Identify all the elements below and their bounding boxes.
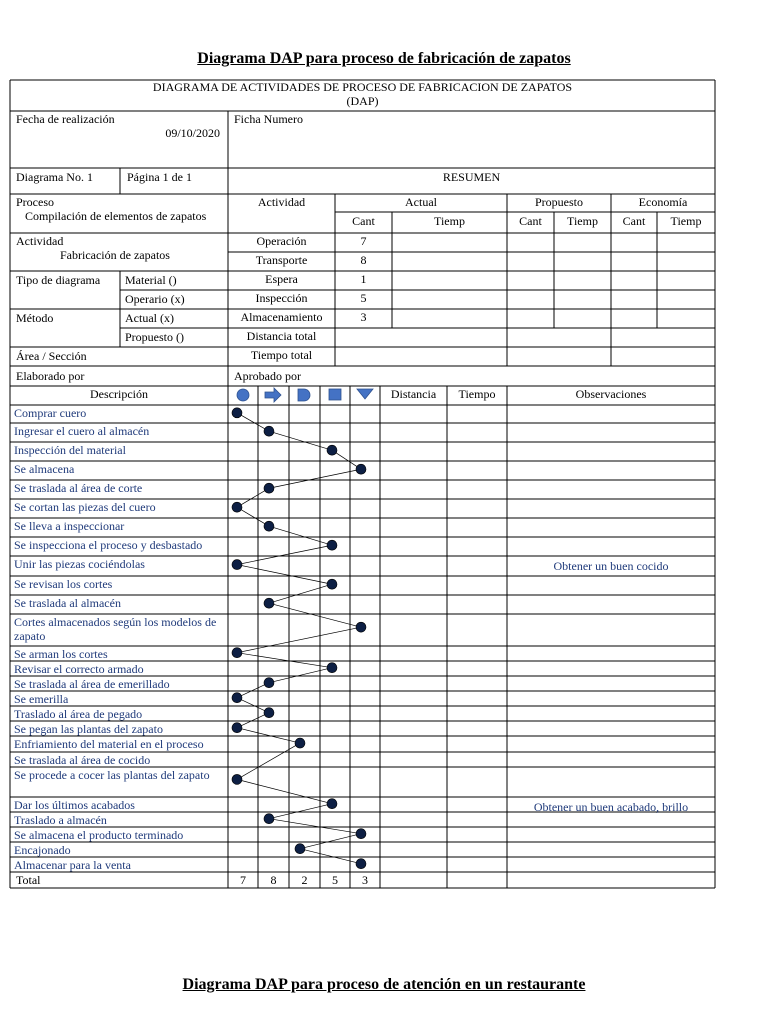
flow-connector	[237, 779, 332, 803]
step-description: Se procede a cocer las plantas del zapato	[14, 768, 210, 782]
summary-row-label: Distancia total	[246, 329, 317, 343]
actividad-label: Actividad	[16, 234, 64, 248]
total-count: 5	[332, 873, 338, 887]
ficha-label: Ficha Numero	[234, 112, 303, 126]
cant-header: Cant	[519, 214, 542, 228]
activity-dot	[356, 829, 366, 839]
flow-connector	[237, 743, 300, 779]
proceso-value: Compilación de elementos de zapatos	[25, 209, 207, 223]
summary-row-label: Tiempo total	[250, 348, 313, 362]
step-description: Se traslada al área de cocido	[14, 753, 151, 767]
resumen-label: RESUMEN	[442, 170, 501, 184]
step-description: Se revisan los cortes	[14, 577, 113, 591]
activity-dot	[356, 622, 366, 632]
aprobado-label: Aprobado por	[234, 369, 301, 383]
tipo-label: Tipo de diagrama	[16, 273, 101, 287]
flow-connector	[237, 545, 332, 564]
activity-dot	[232, 560, 242, 570]
flow-connector	[269, 584, 332, 603]
cant-header: Cant	[352, 214, 375, 228]
activity-dot	[264, 483, 274, 493]
flow-connector	[237, 507, 269, 526]
flow-connector	[237, 698, 269, 713]
step-description: Se almacena	[14, 462, 75, 476]
total-count: 2	[301, 873, 308, 887]
activity-dot	[264, 708, 274, 718]
step-description: Se traslada al área de corte	[14, 481, 143, 495]
step-description: Se cortan las piezas del cuero	[14, 500, 156, 514]
col-observaciones: Observaciones	[575, 387, 647, 401]
summary-col-actividad: Actividad	[257, 195, 306, 209]
summary-row-label: Inspección	[255, 291, 308, 305]
activity-dot	[356, 464, 366, 474]
step-description: Se inspecciona el proceso y desbastado	[14, 538, 203, 552]
activity-dot	[232, 648, 242, 658]
metodo-label: Método	[16, 311, 54, 325]
step-description: Se lleva a inspeccionar	[14, 519, 125, 533]
step-description: Dar los últimos acabados	[14, 798, 135, 812]
flow-connector	[237, 713, 269, 728]
step-description: Comprar cuero	[14, 406, 87, 420]
page-title: Diagrama DAP para proceso de fabricación de zapatos	[197, 50, 571, 67]
delay-d-icon	[298, 389, 310, 401]
step-description: Traslado al área de pegado	[14, 707, 143, 721]
flow-connector	[237, 627, 361, 653]
activity-dot	[295, 738, 305, 748]
flow-connector	[269, 603, 361, 627]
activity-dot	[264, 521, 274, 531]
proceso-label: Proceso	[16, 195, 54, 209]
storage-triangle-icon	[357, 389, 373, 399]
activity-dot	[264, 814, 274, 824]
total-count: 8	[270, 873, 277, 887]
flow-connector	[237, 413, 269, 431]
flow-connector	[237, 565, 332, 585]
activity-dot	[327, 445, 337, 455]
total-count: 7	[240, 873, 246, 887]
step-description: Traslado a almacén	[14, 813, 107, 827]
flow-connector	[269, 526, 332, 545]
summary-col-economia: Economía	[638, 195, 688, 209]
step-description: Se pegan las plantas del zapato	[14, 722, 163, 736]
step-description: Encajonado	[14, 843, 71, 857]
summary-col-propuesto: Propuesto	[535, 195, 583, 209]
total-count: 3	[362, 873, 368, 887]
step-description: Cortes almacenados según los modelos de zapato	[14, 615, 217, 643]
summary-row-label: Espera	[265, 272, 298, 286]
pagina: Página 1 de 1	[127, 170, 192, 184]
area-label: Área / Sección	[16, 349, 87, 363]
activity-dot	[327, 540, 337, 550]
summary-row-label: Transporte	[255, 253, 308, 267]
summary-row-label: Almacenamiento	[240, 310, 323, 324]
tiemp-header: Tiemp	[670, 214, 702, 228]
transport-arrow-icon	[265, 388, 281, 402]
step-description: Se arman los cortes	[14, 647, 108, 661]
flow-connector	[269, 469, 361, 488]
summary-row-cant: 8	[360, 253, 367, 267]
activity-dot	[327, 579, 337, 589]
activity-dot	[327, 663, 337, 673]
summary-row-cant: 1	[360, 272, 367, 286]
flow-connector	[269, 819, 361, 834]
operario-option: Operario (x)	[125, 292, 185, 306]
step-description: Se traslada al almacén	[14, 596, 121, 610]
diagrama-no: Diagrama No. 1	[16, 170, 93, 184]
flow-connector	[300, 849, 361, 864]
next-section-title: Diagrama DAP para proceso de atención en un restaurante	[182, 976, 586, 993]
summary-col-actual: Actual	[405, 195, 437, 209]
step-description: Ingresar el cuero al almacén	[14, 424, 150, 438]
activity-dot	[232, 408, 242, 418]
header-title-line1: DIAGRAMA DE ACTIVIDADES DE PROCESO DE FABRICACION DE ZAPATOS	[152, 80, 573, 94]
step-description: Unir las piezas cociéndolas	[14, 557, 145, 571]
activity-dot	[295, 844, 305, 854]
summary-row-cant: 5	[360, 291, 367, 305]
flow-connector	[237, 683, 269, 698]
flow-connector	[300, 834, 361, 849]
activity-dot	[264, 678, 274, 688]
flow-connector	[269, 668, 332, 683]
tiemp-header: Tiemp	[434, 214, 465, 228]
material-option: Material ()	[125, 273, 177, 287]
step-description: Se traslada al área de emerillado	[14, 677, 170, 691]
step-description: Almacenar para la venta	[14, 858, 131, 872]
flow-connector	[269, 804, 332, 819]
flow-connector	[237, 488, 269, 507]
activity-dot	[232, 693, 242, 703]
activity-dot	[264, 598, 274, 608]
activity-dot	[232, 723, 242, 733]
cant-header: Cant	[622, 214, 646, 228]
flow-connector	[237, 728, 300, 743]
activity-dot	[356, 859, 366, 869]
inspection-square-icon	[329, 389, 341, 400]
total-label: Total	[16, 873, 41, 887]
tiemp-header: Tiemp	[567, 214, 598, 228]
step-description: Enfriamiento del material en el proceso	[14, 737, 204, 751]
col-distancia: Distancia	[390, 387, 437, 401]
step-description: Revisar el correcto armado	[14, 662, 144, 676]
elaborado-label: Elaborado por	[16, 369, 85, 383]
propuesto-option: Propuesto ()	[125, 330, 184, 344]
flow-connector	[269, 431, 332, 450]
header-title-line2: (DAP)	[346, 94, 379, 108]
summary-row-cant: 7	[360, 234, 367, 248]
summary-row-cant: 3	[360, 310, 367, 324]
step-observation: Obtener un buen acabado, brillo	[533, 800, 689, 814]
step-description: Inspección del material	[14, 443, 126, 457]
activity-dot	[232, 502, 242, 512]
col-tiempo: Tiempo	[458, 387, 496, 401]
fecha-label: Fecha de realización	[16, 112, 115, 126]
activity-dot	[232, 774, 242, 784]
activity-dot	[327, 799, 337, 809]
col-descripcion: Descripción	[90, 387, 148, 401]
actual-option: Actual (x)	[125, 311, 174, 325]
operation-symbol-icon	[237, 389, 249, 401]
fecha-value: 09/10/2020	[165, 126, 220, 140]
step-description: Se almacena el producto terminado	[14, 828, 184, 842]
flow-connector	[237, 653, 332, 668]
step-observation: Obtener un buen cocido	[553, 559, 669, 573]
actividad-value: Fabricación de zapatos	[60, 248, 170, 262]
summary-row-label: Operación	[256, 234, 307, 248]
activity-dot	[264, 426, 274, 436]
step-description: Se emerilla	[14, 692, 69, 706]
